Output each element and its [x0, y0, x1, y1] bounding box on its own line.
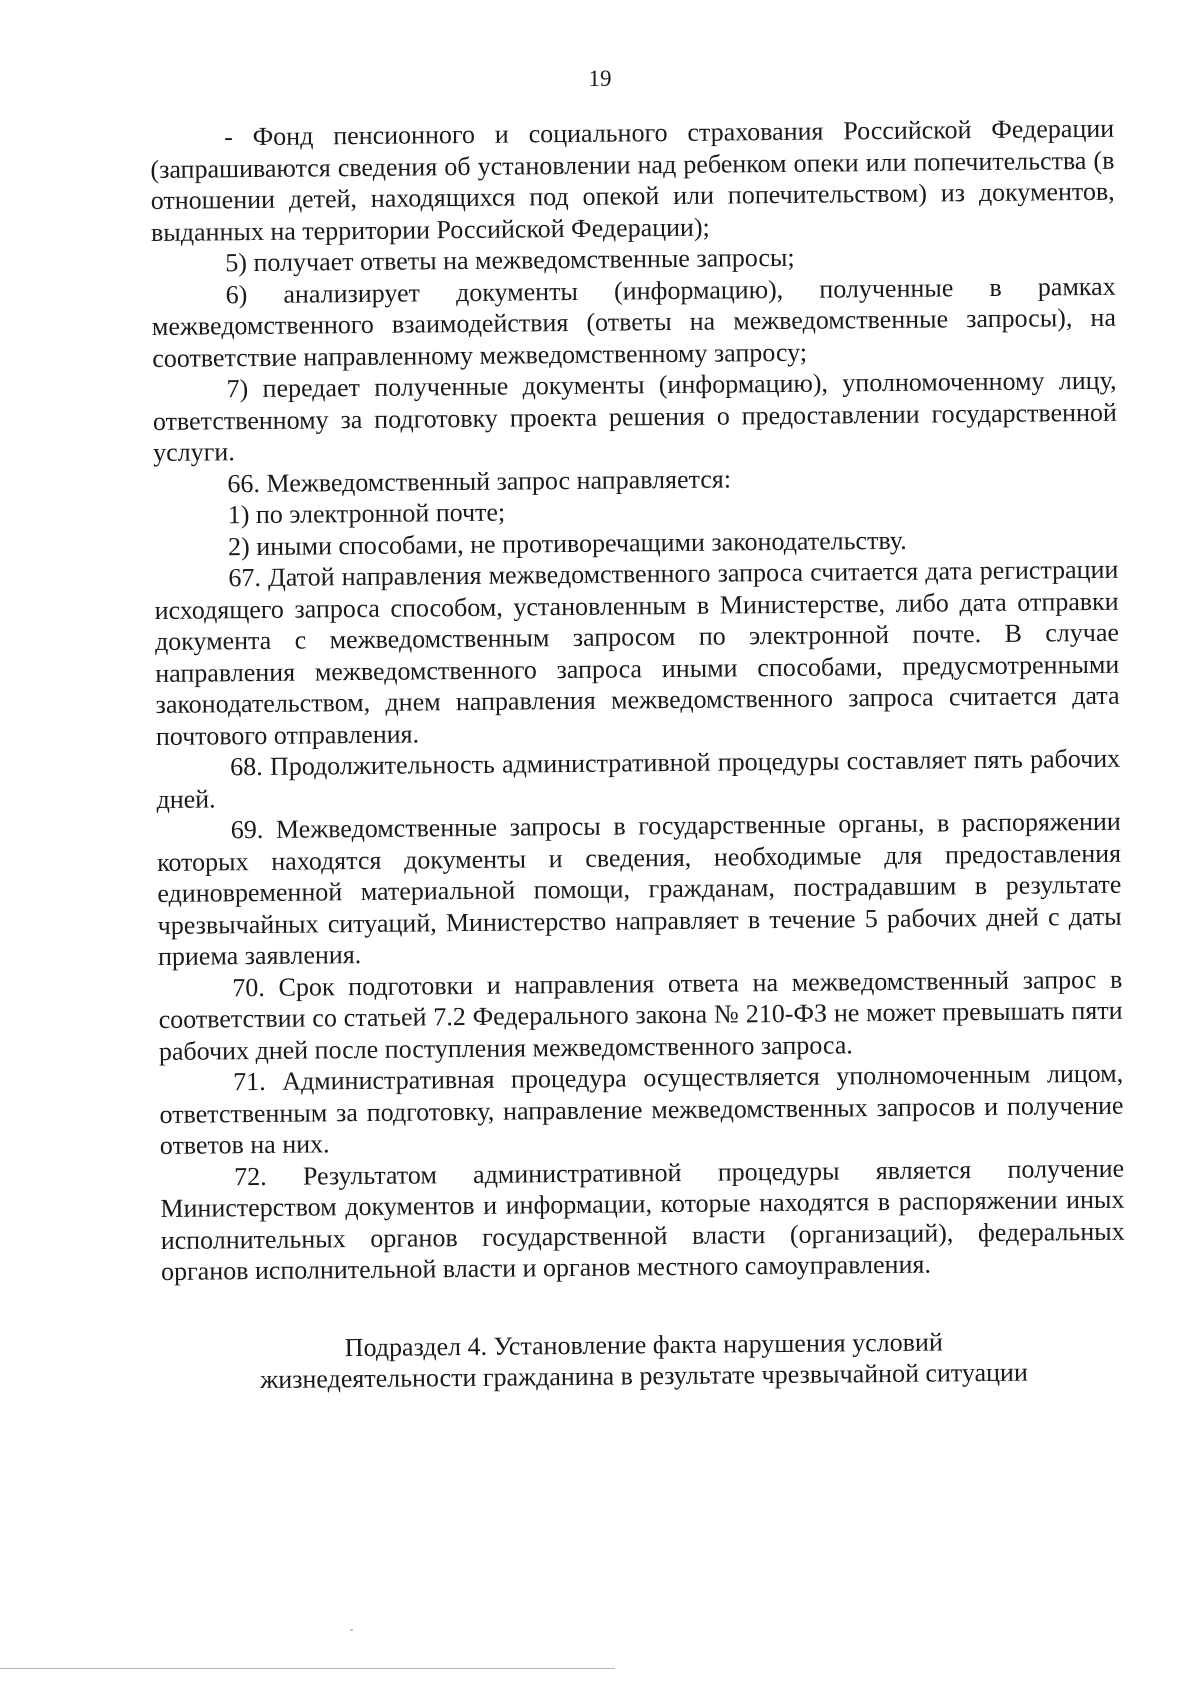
paragraph-item-7: 7) передает полученные документы (информацию), уполномоченному лицу, ответственному за подготовку проекта решения о предоставлении государственной услуги. [152, 365, 1117, 467]
paragraph-66-item-2: 2) иными способами, не противоречащими законодательству. [227, 525, 907, 561]
scan-artifact-dot [350, 1629, 353, 1631]
paragraph-69: 69. Межведомственные запросы в государственные органы, в распоряжении которых находятся документы и сведения, необходимые для предоставления единовременной материальной помощи, гражданам, пострадавшим в результате чрезвычайных ситуаций, Министерство направляет в течение 5 рабочих дней с даты приема заявления. [156, 806, 1122, 971]
paragraph-66: 66. Межведомственный запрос направляется: [227, 463, 732, 498]
paragraph-67: 67. Датой направления межведомственного запроса считается дата регистрации исходящего запроса способом, установленным в Министерстве, либо дата отправки документа с межведомственным запросом по электронной почте. В случае направления межведомственного запроса иными способами, предусмотренными законодательством, днем направления межведомственного запроса считается дата почтового отправления. [154, 554, 1120, 751]
paragraph-68: 68. Продолжительность административной процедуры составляет пять рабочих дней. [156, 743, 1121, 814]
paragraph-pension-fund: - Фонд пенсионного и социального страхования Российской Федерации (запрашиваются сведения об установлении над ребенком опеки или попечительства (в отношении детей, находящихся под опекой или попечительством) из документов, выданных на территории Российской Федерации); [150, 113, 1115, 247]
document-body [150, 113, 1126, 1397]
paragraph-72: 72. Результатом административной процедуры является получение Министерством документов и информации, которые находятся в распоряжении иных исполнительных органов государственной власти (организаций), федеральных органов исполнительной власти и органов местного самоуправления. [160, 1153, 1125, 1286]
subsection-heading-line-1: Подраздел 4. Установление факта нарушения условий [344, 1326, 943, 1362]
paragraph-item-5: 5) получает ответы на межведомственные запросы; [225, 242, 795, 278]
paragraph-71: 71. Административная процедура осуществляется уполномоченным лицом, ответственным за подготовку, направление межведомственных запросов и получение ответов на них. [159, 1058, 1124, 1160]
paragraph-item-6: 6) анализирует документы (информацию), полученные в рамках межведомственного взаимодействия (ответы на межведомственные запросы), на соответствие направленному межведомственному запросу; [151, 271, 1117, 373]
scan-artifact-line [0, 1668, 615, 1669]
subsection-heading [162, 1324, 1127, 1396]
paragraph-70: 70. Срок подготовки и направления ответа на межведомственный запрос в соответствии со статьей 7.2 Федерального закона № 210-ФЗ не может превышать пяти рабочих дней после поступления межведомственного запроса. [158, 964, 1123, 1066]
subsection-heading-line-2: жизнедеятельности гражданина в результате чрезвычайной ситуации [260, 1357, 1028, 1394]
page-number: 19 [588, 66, 612, 91]
paragraph-66-item-1: 1) по электронной почте; [227, 497, 506, 530]
